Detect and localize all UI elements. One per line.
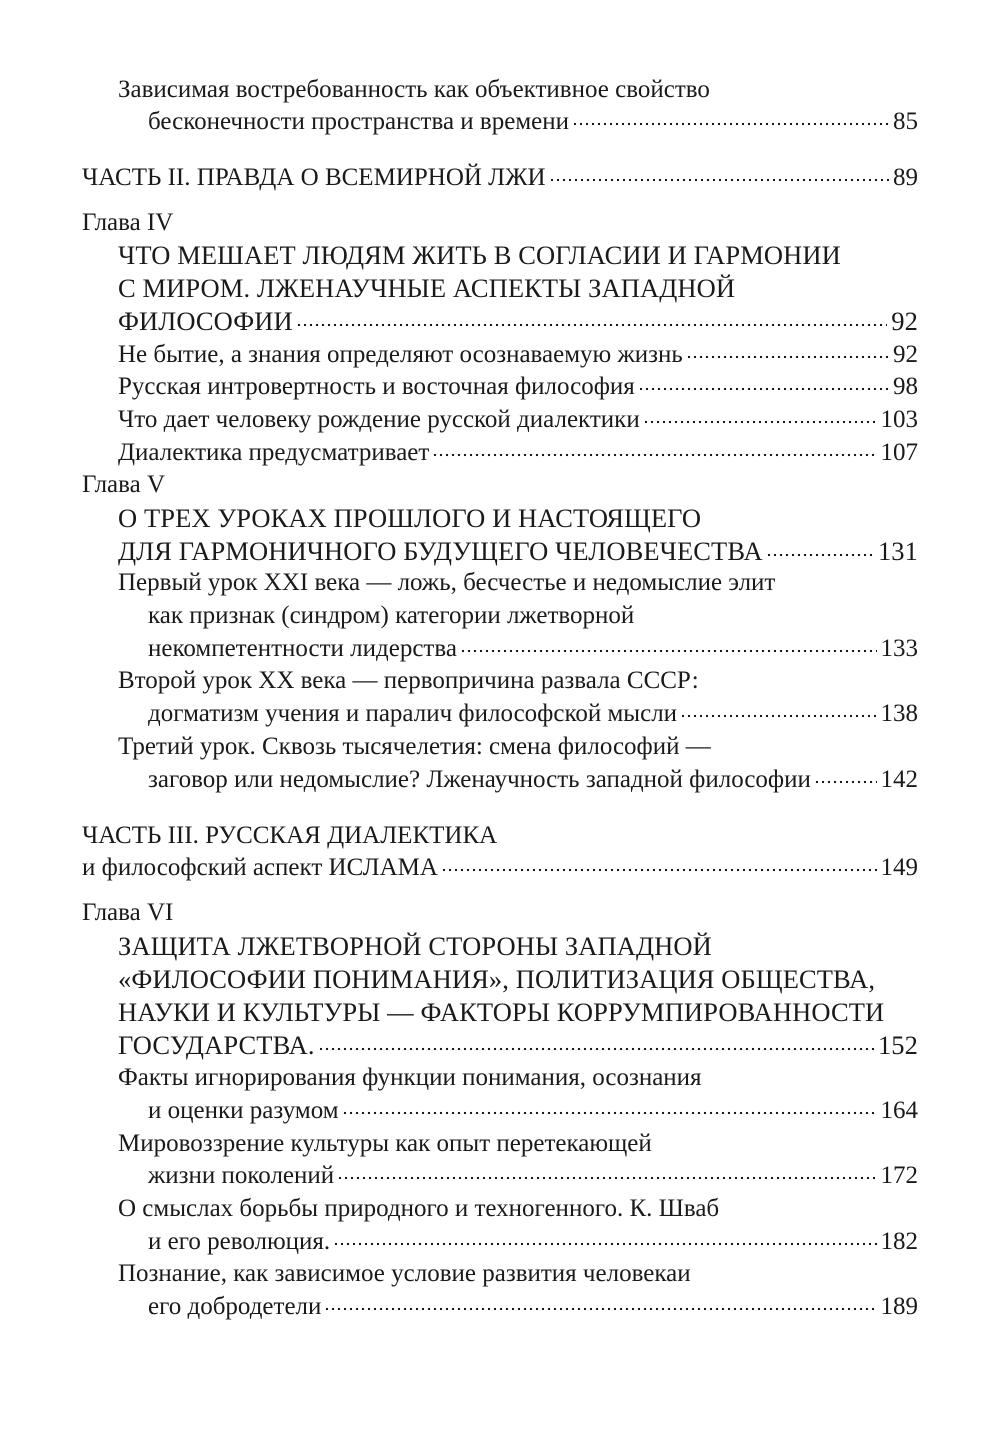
toc-section-line: Второй урок XX века — первопричина развала СССР: <box>118 667 699 694</box>
dot-leader <box>333 1242 876 1246</box>
page-number: 103 <box>880 406 918 433</box>
toc-entry-line <box>148 107 918 137</box>
page-number: 85 <box>893 108 918 135</box>
chapter-title-line: ЗАЩИТА ЛЖЕТВОРНОЙ СТОРОНЫ ЗАПАДНОЙ <box>118 931 712 961</box>
page-number: 142 <box>880 766 918 793</box>
chapter-title-line: О ТРЕХ УРОКАХ ПРОШЛОГО И НАСТОЯЩЕГО <box>118 503 702 533</box>
toc-section-line <box>118 405 918 435</box>
chapter-label: Глава IV <box>82 209 174 236</box>
part-title: ЧАСТЬ II. ПРАВДА О ВСЕМИРНОЙ ЛЖИ <box>82 164 546 191</box>
page-number: 149 <box>880 854 918 881</box>
chapter-label: Глава VI <box>82 899 174 926</box>
section-title: его добродетели <box>148 1293 322 1320</box>
page-number: 92 <box>893 341 918 368</box>
dot-leader <box>814 780 877 784</box>
dot-leader <box>324 1307 876 1311</box>
toc-section-line <box>148 1096 918 1126</box>
chapter-title-line: ЧТО МЕШАЕТ ЛЮДЯМ ЖИТЬ В СОГЛАСИИ И ГАРМОНИИ <box>118 240 841 270</box>
chapter-title-line <box>118 536 918 566</box>
chapter-label: Глава V <box>82 471 166 498</box>
toc-section-line <box>148 1161 918 1191</box>
page-number: 107 <box>880 439 918 466</box>
chapter-title-line: НАУКИ И КУЛЬТУРЫ — ФАКТОРЫ КОРРУМПИРОВАННОСТИ <box>118 997 885 1027</box>
toc-section-line <box>148 634 918 664</box>
chapter-title-line: «ФИЛОСОФИИ ПОНИМАНИЯ», ПОЛИТИЗАЦИЯ ОБЩЕСТВА, <box>118 964 876 994</box>
toc-section-line <box>118 340 918 370</box>
dot-leader <box>686 355 889 359</box>
dot-leader <box>337 1176 876 1180</box>
page-number: 172 <box>880 1162 918 1189</box>
section-title: Что дает человеку рождение русской диалектики <box>118 406 640 433</box>
toc-section-line <box>148 765 918 795</box>
toc-section-line: Третий урок. Сквозь тысячелетия: смена философий — <box>118 733 711 760</box>
section-title: догматизм учения и паралич философской мысли <box>148 700 678 727</box>
dot-leader <box>572 122 889 126</box>
toc-part-heading <box>82 853 918 883</box>
dot-leader <box>549 178 889 182</box>
chapter-title-text: ГОСУДАРСТВА. <box>118 1030 315 1060</box>
part-title: и философский аспект ИСЛАМА <box>82 854 438 881</box>
dot-leader <box>296 323 888 327</box>
page-number: 133 <box>880 635 918 662</box>
dot-leader <box>680 714 876 718</box>
page-number: 89 <box>893 164 918 191</box>
chapter-title-text: ФИЛОСОФИИ <box>118 306 293 336</box>
toc-section-line: Мировоззрение культуры как опыт перетекающей <box>118 1130 652 1157</box>
page-number: 164 <box>880 1097 918 1124</box>
page-number: 138 <box>880 700 918 727</box>
dot-leader <box>318 1047 874 1051</box>
page-number: 189 <box>880 1293 918 1320</box>
dot-leader <box>766 553 874 557</box>
toc-section-line: Познание, как зависимое условие развития человекаи <box>118 1260 691 1287</box>
section-title: Не бытие, а знания определяют осознаваемую жизнь <box>118 341 683 368</box>
toc-entry-text: Зависимая востребованность как объективное свойство <box>118 76 710 103</box>
page-number: 182 <box>880 1228 918 1255</box>
dot-leader <box>638 387 889 391</box>
section-title: и оценки разумом <box>148 1097 339 1124</box>
section-title: Русская интровертность и восточная философия <box>118 373 635 400</box>
dot-leader <box>460 649 877 653</box>
toc-part-heading <box>82 163 918 193</box>
page-number: 152 <box>877 1030 918 1060</box>
toc-section-line <box>118 438 918 468</box>
section-title: некомпетентности лидерства <box>148 635 457 662</box>
toc-entry-text: бесконечности пространства и времени <box>148 108 570 135</box>
page-number: 98 <box>893 373 918 400</box>
section-title: жизни поколений <box>148 1162 335 1189</box>
toc-section-line <box>148 699 918 729</box>
toc-section-line <box>118 372 918 402</box>
chapter-title-line <box>118 1030 918 1060</box>
dot-leader <box>441 868 877 872</box>
chapter-title-line: С МИРОМ. ЛЖЕНАУЧНЫЕ АСПЕКТЫ ЗАПАДНОЙ <box>118 273 736 303</box>
toc-section-line <box>148 1227 918 1257</box>
chapter-title-line <box>118 306 918 336</box>
toc-section-line: как признак (синдром) категории лжетворной <box>148 602 635 629</box>
dot-leader <box>342 1111 877 1115</box>
toc-section-line <box>148 1292 918 1322</box>
section-title: Диалектика предусматривает <box>118 439 430 466</box>
page-number: 131 <box>877 536 918 566</box>
dot-leader <box>643 420 877 424</box>
toc-entry-line <box>118 75 710 105</box>
section-title: заговор или недомыслие? Лженаучность западной философии <box>148 766 811 793</box>
toc-section-line: Первый урок XXI века — ложь, бесчестье и недомыслие элит <box>118 569 776 596</box>
chapter-title-text: ДЛЯ ГАРМОНИЧНОГО БУДУЩЕГО ЧЕЛОВЕЧЕСТВА <box>118 536 763 566</box>
dot-leader <box>432 453 876 457</box>
toc-section-line: О смыслах борьбы природного и техногенного. К. Шваб <box>118 1195 720 1222</box>
section-title: и его революция. <box>148 1228 331 1255</box>
page-number: 92 <box>891 306 918 336</box>
toc-section-line: Факты игнорирования функции понимания, осознания <box>118 1064 702 1091</box>
toc-part-heading: ЧАСТЬ III. РУССКАЯ ДИАЛЕКТИКА <box>82 822 498 849</box>
